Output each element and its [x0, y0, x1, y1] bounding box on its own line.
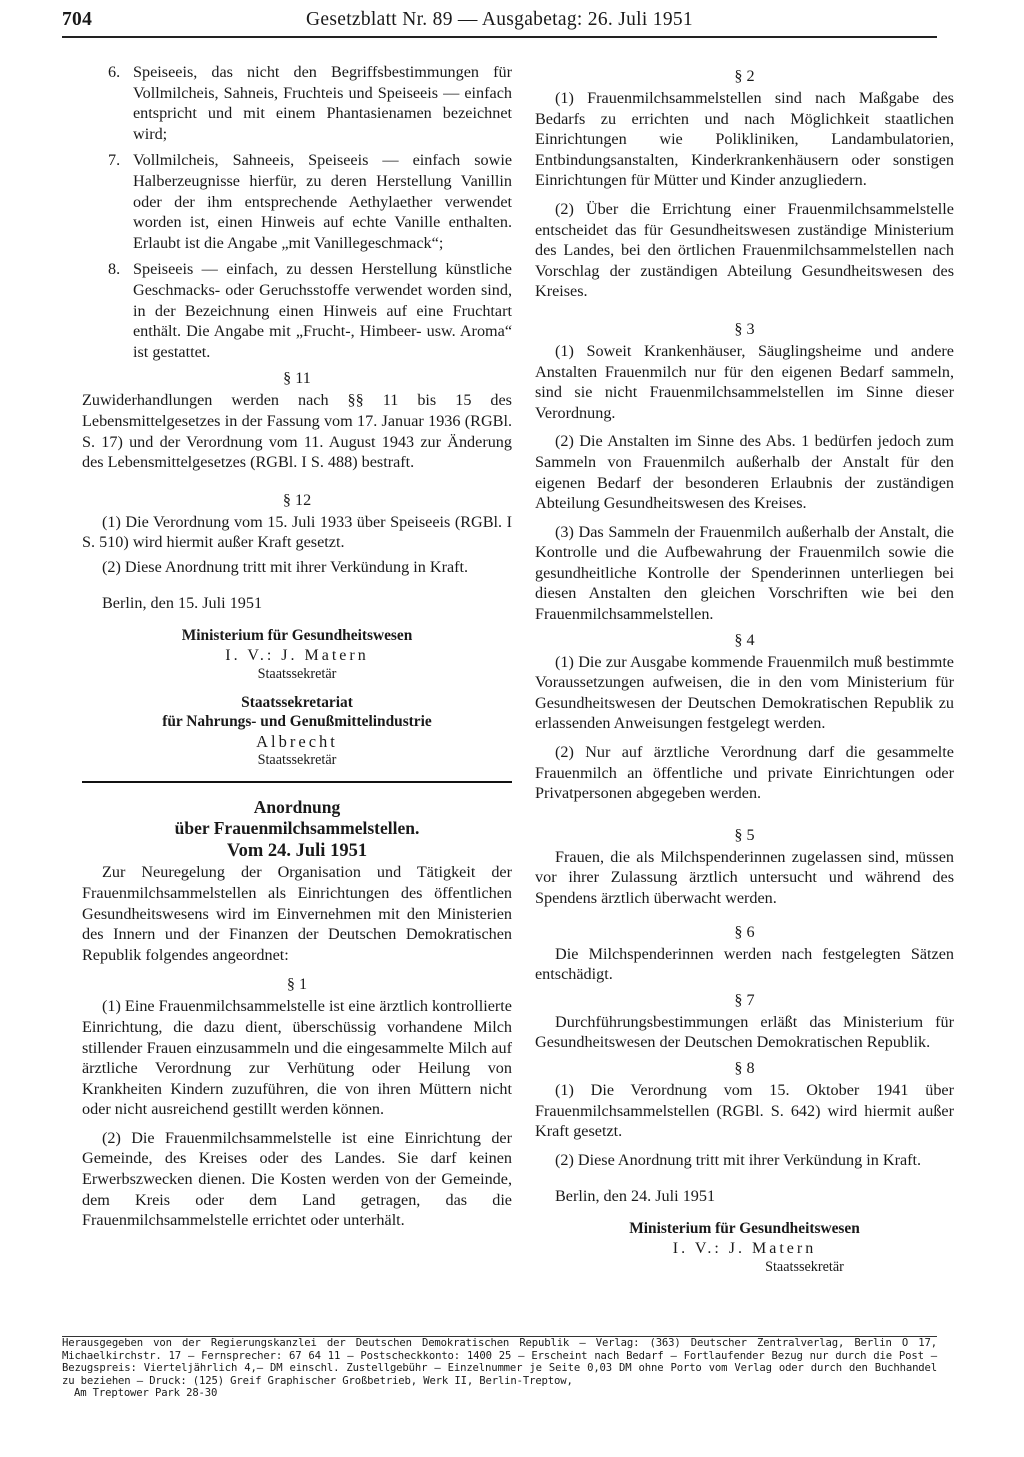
ministry-name: Ministerium für Gesundheitswesen — [629, 1220, 860, 1238]
section-paragraph: (1) Die zur Ausgabe kommende Frauenmilch muß bestimmte Voraussetzungen aufweisen, die in den vom Ministerium für Gesundheitswesen der Deutschen Demokratischen Republik zu erlassenden Anweisungen festgelegt werden. — [535, 652, 954, 733]
imprint-address: Am Treptower Park 28-30 — [74, 1387, 218, 1400]
list-item — [82, 62, 512, 144]
section-heading: § 11 — [283, 369, 311, 388]
spacer — [82, 685, 512, 693]
spacer — [535, 1170, 954, 1186]
spacer — [82, 1120, 512, 1128]
ministry-name: Ministerium für Gesundheitswesen — [181, 627, 413, 645]
page-header — [62, 6, 937, 34]
page-number: 704 — [62, 9, 93, 30]
list-item-text: Speiseeis, das nicht den Begriffsbestimmungen für Vollmilcheis, Sahneis, Fruchteis und Speiseeis — einfach entspricht und mit einem Phantasienamen bezeichnet wird; — [133, 63, 512, 143]
section-paragraph: Die Milchspenderinnen werden nach festgelegten Sätzen entschädigt. — [535, 944, 954, 984]
spacer — [535, 909, 954, 917]
section-paragraph: (2) Über die Errichtung einer Frauenmilchsammelstelle entscheidet das für Gesundheitswesen zuständige Ministerium des Landes, bei den örtlichen Frauenmilchsammelstellen nach Vorschlag der zuständigen Abteilung Gesundheitswesen des Kreises. — [535, 199, 954, 301]
section-paragraph: (2) Die Anstalten im Sinne des Abs. 1 bedürfen jedoch zum Sammeln von Frauenmilch außerhalb der Anstalt für den eigenen Bedarf der besonderen Erlaubnis der zuständigen Abteilung Gesundheitswesen des Kreises. — [535, 432, 954, 513]
section-paragraph: (1) Eine Frauenmilchsammelstelle ist eine ärztlich kontrollierte Einrichtung, die dazu dient, überschüssig vorhandene Milch stillender Frauen einzusammeln und die eingesammelte Milch auf ärztliche Verordnung zur Verhütung oder Heilung von Krankheiten Kindern zuzuführen, die von ihren Müttern nicht oder nicht ausreichend gestillt werden können. — [82, 997, 512, 1119]
document-title: Anordnung — [253, 797, 341, 818]
signer2-title: Staatssekretär — [257, 752, 337, 769]
place-date: Berlin, den 24. Juli 1951 — [555, 1187, 716, 1206]
left-column — [82, 62, 512, 1231]
secretariat-name-line2: für Nahrungs- und Genußmittelindustrie — [162, 713, 432, 731]
signature-block — [535, 1219, 954, 1278]
spacer — [535, 302, 954, 314]
spacer — [82, 965, 512, 969]
list-item-number: 8. — [108, 260, 121, 279]
spacer — [535, 514, 954, 522]
section-heading: § 2 — [734, 67, 755, 85]
right-column — [535, 62, 954, 1278]
signature-block — [82, 626, 512, 771]
list-item-text: Vollmilcheis, Sahneeis, Speiseeis — einfach sowie Halberzeugnisse hierfür, zu deren Herstellung Vanillin oder der ihm entsprechende Aethylaether verwendet worden ist, einen Hinweis auf echte Vanille enthalten. Erlaubt ist die Angabe „mit Vanillegeschmack“; — [133, 151, 512, 252]
imprint-text: Herausgegeben von der Regierungskanzlei der Deutschen Demokratischen Republik — Verlag: (363) Deutscher Zentralverlag, Berlin O 17, Michaelkirchstr. 17 — Fernsprecher: 67 64 11 — Postscheckkonto: 1400 25 — Erscheint nach Bedarf — Fortlaufender Bezug nur durch die Post — Bezugspreis: Vierteljährlich 4,— DM einschl. Zustellgebühr — Einzelnummer je Seite 0,03 DM ohne Porto vom Verlag oder durch den Buchhandel zu beziehen — Druck: (125) Greif Graphischer Großbetrieb, Werk II, Berlin-Treptow, — [62, 1337, 937, 1387]
document-date: Vom 24. Juli 1951 — [226, 841, 368, 862]
section-heading: § 6 — [734, 922, 755, 941]
signer2-name: Albrecht — [256, 731, 338, 751]
section-paragraph: Frauen, die als Milchspenderinnen zugelassen sind, müssen vor ihrer Zulassung ärztlich untersucht und während des Spendens ärztlich überwacht werden. — [535, 847, 954, 907]
section-paragraph: (2) Diese Anordnung tritt mit ihrer Verkündung in Kraft. — [102, 557, 469, 576]
list-item — [82, 150, 512, 253]
section-paragraph: Durchführungsbestimmungen erläßt das Ministerium für Gesundheitswesen der Deutschen Demokratischen Republik. — [535, 1012, 954, 1052]
spacer — [82, 577, 512, 593]
section-paragraph: (2) Die Frauenmilchsammelstelle ist eine Einrichtung der Gemeinde, des Kreises oder des Landes. Sie darf keinen Erwerbszwecken dienen. Die Kosten werden von der Gemeinde, dem Kreis oder dem Land getragen, das die Frauenmilchsammelstelle errichtet oder unterhält. — [82, 1128, 512, 1230]
place-date: Berlin, den 15. Juli 1951 — [102, 594, 263, 613]
section-heading: § 1 — [286, 975, 308, 994]
section-heading: § 8 — [734, 1058, 755, 1077]
spacer — [535, 1207, 954, 1219]
imprint-footer — [62, 1337, 937, 1400]
signer-title: Staatssekretär — [765, 1259, 844, 1276]
section-paragraph: (3) Das Sammeln der Frauenmilch außerhalb der Anstalt, die Kontrolle und die Aufbewahrung der Frauenmilch sowie die gesundheitliche Kontrolle der Spenderinnen unterliegen bei diesen Anstalten den gleichen Vorschriften wie bei den Frauenmilchsammelstellen. — [535, 522, 954, 624]
section-heading: § 4 — [734, 630, 755, 649]
spacer — [82, 473, 512, 485]
spacer — [535, 804, 954, 820]
list-item-number: 7. — [108, 151, 121, 170]
section-heading: § 5 — [734, 825, 755, 844]
section-paragraph: (1) Die Verordnung vom 15. Oktober 1941 über Frauenmilchsammelstellen (RGBl. S. 642) wird hiermit außer Kraft gesetzt. — [535, 1080, 954, 1141]
section-paragraph: Zuwiderhandlungen werden nach §§ 11 bis 15 des Lebensmittelgesetzes in der Fassung vom 17. Januar 1936 (RGBl. S. 17) und der Verordnung vom 11. August 1943 zur Änderung des Lebensmittelgesetzes (RGBl. I S. 488) bestraft. — [82, 391, 512, 472]
section-paragraph: (1) Frauenmilchsammelstellen sind nach Maßgabe des Bedarfs zu errichten und nach Möglichkeit staatlichen Einrichtungen wie Polikliniken, Landambulatorien, Entbindungsanstalten, Kinderkrankenhäusern oder sonstigen Einrichtungen für Mütter und Kinder anzugliedern. — [535, 89, 954, 190]
section-divider — [82, 781, 512, 783]
spacer — [82, 614, 512, 626]
header-rule — [62, 36, 937, 38]
spacer — [535, 734, 954, 742]
signer-name: I. V.: J. Matern — [225, 646, 369, 664]
section-heading: § 3 — [734, 319, 755, 338]
signer-title: Staatssekretär — [257, 666, 337, 683]
list-item — [82, 259, 512, 362]
gazette-title: Gesetzblatt Nr. 89 — Ausgabetag: 26. Juli 1951 — [306, 9, 693, 30]
section-paragraph: (2) Diese Anordnung tritt mit ihrer Verkündung in Kraft. — [555, 1150, 922, 1169]
document-subtitle: über Frauenmilchsammelstellen. — [174, 818, 420, 839]
section-paragraph: (1) Soweit Krankenhäuser, Säuglingsheime und andere Anstalten Frauenmilch nur für den eigenen Bedarf sammeln, sind sie nicht Frauenmilchsammelstellen im Sinne dieser Verordnung. — [535, 341, 954, 422]
section-heading: § 12 — [282, 490, 312, 509]
list-item-text: Speiseeis — einfach, zu dessen Herstellung künstliche Geschmacks- oder Geruchsstoffe verwendet worden sind, in der Bezeichnung einen Hinweis auf eine Fruchtart enthält. Die Angabe mit „Frucht-, Himbeer- usw. Aroma“ ist gestattet. — [133, 260, 512, 361]
spacer — [535, 1142, 954, 1150]
section-paragraph: (1) Die Verordnung vom 15. Juli 1933 über Speiseeis (RGBl. I S. 510) wird hiermit außer Kraft gesetzt. — [82, 512, 512, 552]
list-item-number: 6. — [108, 63, 121, 81]
section-paragraph: (2) Nur auf ärztliche Verordnung darf die gesammelte Frauenmilch an öffentliche und private Einrichtungen oder Privatpersonen abgegeben werden. — [535, 743, 954, 803]
signer-name: I. V.: J. Matern — [672, 1239, 817, 1257]
preamble: Zur Neuregelung der Organisation und Tätigkeit der Frauenmilchsammelstellen als Einrichtungen des öffentlichen Gesundheitswesens wird im Einvernehmen mit den Ministerien des Innern und der Finanzen der Deutschen Demokratischen Republik folgendes angeordnet: — [82, 863, 512, 964]
spacer — [535, 423, 954, 431]
spacer — [535, 191, 954, 199]
secretariat-name: Staatssekretariat — [241, 693, 353, 711]
section-heading: § 7 — [734, 990, 755, 1009]
